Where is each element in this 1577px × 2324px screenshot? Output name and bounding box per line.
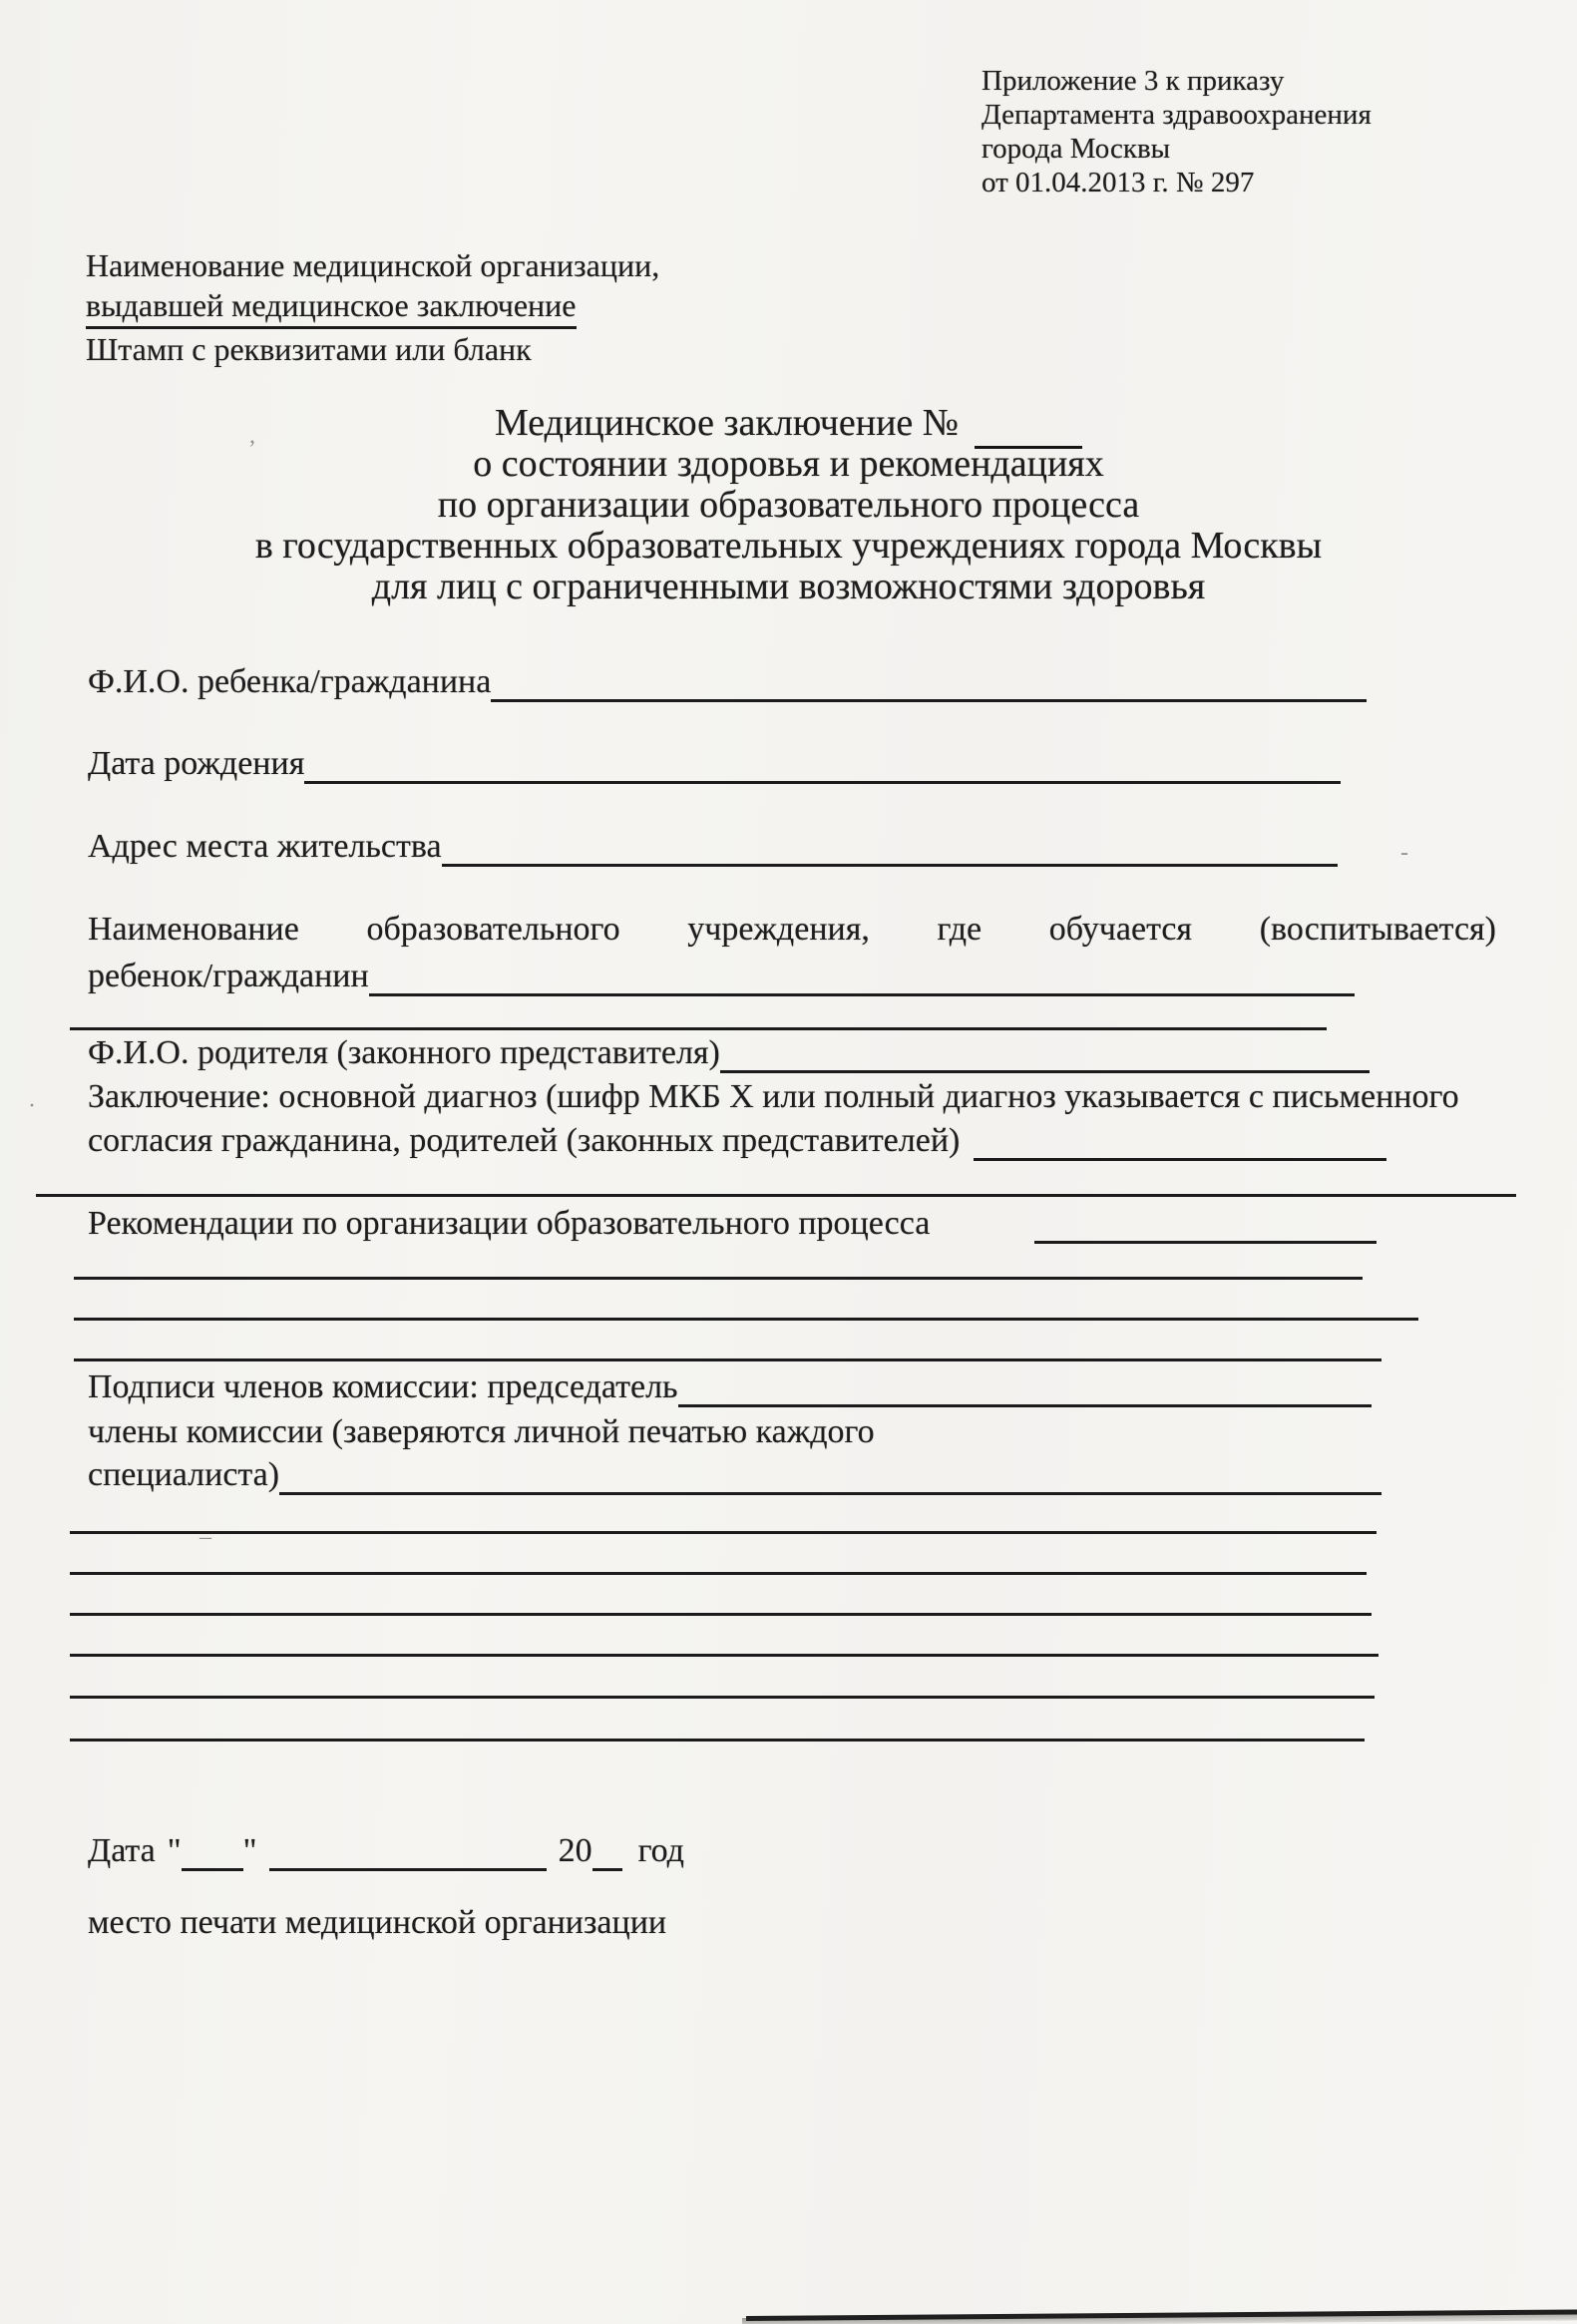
document-title bbox=[0, 403, 1577, 607]
blank-underline bbox=[1034, 1205, 1377, 1244]
medical-org-block bbox=[86, 245, 659, 369]
scan-speck: , bbox=[249, 423, 255, 449]
blank-line bbox=[70, 1696, 1375, 1699]
field-members-specialist bbox=[88, 1455, 1381, 1495]
field-date bbox=[88, 1831, 1384, 1871]
quote-mark: " bbox=[167, 1832, 182, 1869]
appendix-line: Приложение 3 к приказу bbox=[982, 65, 1285, 97]
field-label: Ф.И.О. родителя (законного представителя) bbox=[88, 1034, 720, 1071]
field-school-continued bbox=[88, 957, 1355, 996]
members-text-line1: члены комиссии (заверяются личной печатью каждого bbox=[88, 1413, 875, 1450]
org-name-line: Наименование медицинской организации, bbox=[86, 247, 660, 283]
blank-line bbox=[74, 1277, 1363, 1280]
appendix-line: города Москвы bbox=[982, 133, 1171, 165]
blank-line bbox=[70, 1027, 1327, 1030]
field-birth-date bbox=[88, 744, 1341, 784]
blank-line bbox=[70, 1654, 1379, 1657]
scan-speck: - bbox=[1400, 840, 1408, 866]
day-blank-underline bbox=[182, 1832, 243, 1871]
appendix-reference-block bbox=[982, 64, 1372, 199]
scan-speck: – bbox=[199, 1524, 211, 1550]
blank-underline bbox=[720, 1034, 1370, 1073]
conclusion-text-line1: Заключение: основной диагноз (шифр МКБ X или полный диагноз указывается с письменного bbox=[88, 1078, 1459, 1115]
blank-underline bbox=[974, 1122, 1386, 1161]
blank-line bbox=[70, 1572, 1367, 1575]
scan-speck: · bbox=[28, 1093, 36, 1119]
field-label: специалиста) bbox=[88, 1456, 280, 1493]
field-label: Рекомендации по организации образовательного процесса bbox=[88, 1205, 931, 1242]
title-line: о состоянии здоровья и рекомендациях bbox=[473, 443, 1104, 485]
appendix-line: от 01.04.2013 г. № 297 bbox=[982, 167, 1255, 198]
blank-underline bbox=[678, 1368, 1372, 1407]
field-school-label: Наименование образовательного учреждения, где обучается (воспитывается) bbox=[88, 911, 1496, 948]
year-suffix: год bbox=[637, 1832, 684, 1869]
conclusion-text-line2 bbox=[88, 1121, 1386, 1161]
blank-underline bbox=[491, 663, 1367, 702]
appendix-line: Департамента здравоохранения bbox=[982, 99, 1372, 131]
title-line: в государственных образовательных учреждениях города Москвы bbox=[254, 525, 1323, 567]
field-label: Дата рождения bbox=[88, 745, 305, 782]
blank-line bbox=[74, 1358, 1381, 1361]
blank-line bbox=[74, 1318, 1418, 1321]
title-line-number: Медицинское заключение № bbox=[0, 403, 1577, 444]
field-label: согласия гражданина, родителей (законных представителей) bbox=[88, 1122, 961, 1159]
field-signatures-chairman bbox=[88, 1367, 1372, 1407]
field-recommendations bbox=[88, 1204, 1377, 1244]
blank-underline bbox=[279, 1456, 1381, 1495]
stamp-place-note: место печати медицинской организации bbox=[88, 1904, 667, 1941]
field-fio-child bbox=[88, 662, 1367, 702]
field-address bbox=[88, 827, 1338, 867]
blank-line bbox=[70, 1531, 1377, 1534]
field-label: Подписи членов комиссии: председатель bbox=[88, 1368, 678, 1405]
blank-line bbox=[70, 1613, 1372, 1616]
title-line: по организации образовательного процесса bbox=[437, 484, 1140, 526]
blank-underline bbox=[369, 958, 1355, 996]
year-prefix: 20 bbox=[558, 1832, 592, 1869]
field-label: Ф.И.О. ребенка/гражданина bbox=[88, 663, 492, 700]
month-blank-underline bbox=[269, 1832, 547, 1871]
field-fio-parent bbox=[88, 1033, 1370, 1073]
year-blank-underline bbox=[592, 1832, 622, 1871]
blank-underline bbox=[304, 745, 1341, 784]
org-issued-line-underlined: выдавшей медицинское заключение bbox=[86, 285, 577, 329]
date-label: Дата bbox=[88, 1832, 156, 1869]
blank-underline bbox=[442, 828, 1338, 867]
title-line: для лиц с ограниченными возможностями здоровья bbox=[371, 566, 1206, 607]
blank-line bbox=[70, 1739, 1365, 1742]
field-label: Адрес места жительства bbox=[88, 828, 442, 865]
number-blank-underline bbox=[975, 446, 1082, 449]
field-label: ребенок/гражданин bbox=[88, 958, 369, 994]
org-stamp-line: Штамп с реквизитами или бланк bbox=[86, 331, 532, 367]
quote-mark: " bbox=[242, 1832, 257, 1869]
blank-line bbox=[36, 1194, 1516, 1197]
